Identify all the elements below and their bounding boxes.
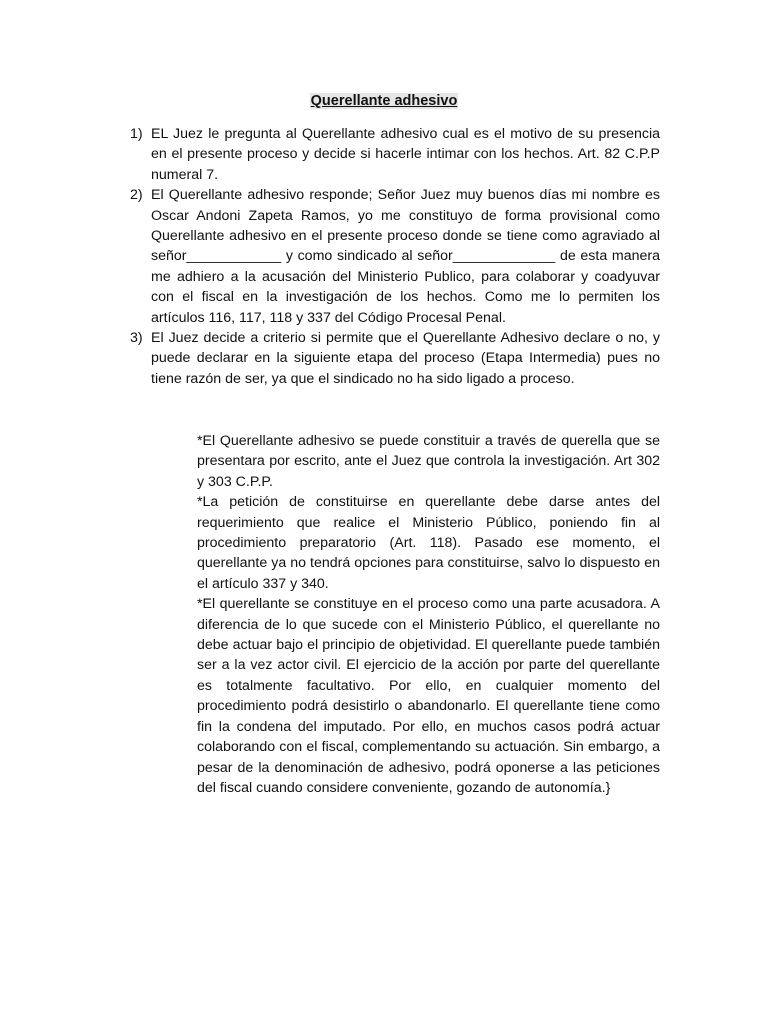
notes-block (197, 431, 660, 798)
note-paragraph: *El querellante se constituye en el proceso como una parte acusadora. A diferencia de lo que sucede con el Ministerio Público, el querellante no debe actuar bajo el principio de objetividad. El querellante puede también ser a la vez actor civil. El ejercicio de la acción por parte del querellante es totalmente facultativo. Por ello, en cualquier momento del procedimiento podrá desistirlo o abandonarlo. El querellante tiene como fin la condena del imputado. Por ello, en muchos casos podrá actuar colaborando con el fiscal, complementando su actuación. Sin embargo, a pesar de la denominación de adhesivo, podrá oponerse a las peticiones del fiscal cuando considere conveniente, gozando de autonomía.} (197, 596, 660, 796)
list-item-text: El Querellante adhesivo responde; Señor Juez muy buenos días mi nombre es Oscar Andoni Zapeta Ramos, yo me constituyo de forma provisional como Querellante adhesivo en el presente proceso donde se tiene como agraviado al señor____________ y como sindicado al señor_____________ de esta manera me adhiero a la acusación del Ministerio Publico, para colaborar y coadyuvar con el fiscal en la investigación de los hechos. Como me lo permiten los artículos 116, 117, 118 y 337 del Código Procesal Penal. (151, 187, 660, 326)
document-title (0, 91, 768, 111)
list-item-number: 1) (130, 126, 143, 142)
list-item-number: 3) (130, 330, 143, 347)
document-title-text: Querellante adhesivo (310, 93, 458, 109)
list-item-text: El Juez decide a criterio si permite que el Querellante Adhesivo declare o no, y puede declarar en la siguiente etapa del proceso (Etapa Intermedia) pues no tiene razón de ser, ya que el sindicado no ha sido ligado a proceso. (151, 330, 660, 387)
list-item (130, 124, 660, 185)
note-paragraph: *La petición de constituirse en querellante debe darse antes del requerimiento que realice el Ministerio Público, poniendo fin al procedimiento preparatorio (Art. 118). Pasado ese momento, el querellante ya no tendrá opciones para constituirse, salvo lo dispuesto en el artículo 337 y 340. (197, 494, 660, 592)
list-item (130, 185, 660, 328)
numbered-list (130, 124, 660, 389)
list-item (130, 328, 660, 389)
list-item-text: EL Juez le pregunta al Querellante adhesivo cual es el motivo de su presencia en el presente proceso y decide si hacerle intimar con los hechos. Art. 82 C.P.P numeral 7. (151, 126, 660, 183)
note-paragraph: *El Querellante adhesivo se puede constituir a través de querella que se presentara por escrito, ante el Juez que controla la investigación. Art 302 y 303 C.P.P. (197, 433, 660, 490)
list-item-number: 2) (130, 187, 143, 204)
